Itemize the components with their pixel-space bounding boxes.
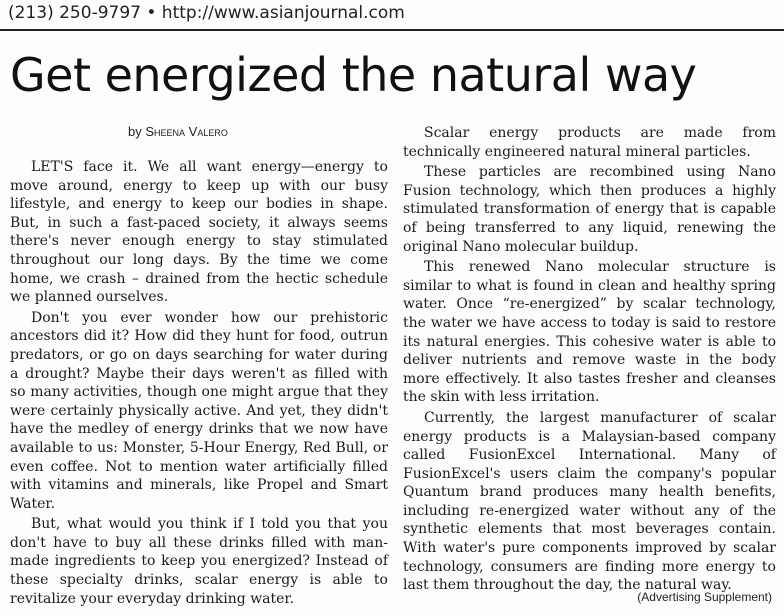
byline [128,124,228,139]
article-column-right [403,124,776,597]
paragraph: But, what would you think if I told you that you don't have to buy all these drinks filled with man-made ingredients to keep you energized? Instead of these specialty drinks, scalar energy is able to revitalize your everyday drinking water. [10,516,388,607]
author-name: Sheena Valero [145,124,228,139]
paragraph: These particles are recombined using Nano Fusion technology, which then produces a highly stimulated transformation of energy that is capable of being transferred to any liquid, renewing the original Nano molecular buildup. [403,164,776,255]
advertising-supplement-label: (Advertising Supplement) [637,590,772,604]
paragraph: Don't you ever wonder how our prehistoric ancestors did it? How did they hunt for food, outrun predators, or go on days searching for water during a drought? Maybe their days weren't as filled with so many activities, though one might argue that they were certainly physically active. And yet, they didn't have the medley of energy drinks that we now have available to us: Monster, 5-Hour Energy, Red Bull, or even coffee. Not to mention water artificially filled with vitamins and minerals, like Propel and Smart Water. [10,309,388,512]
byline-prefix: by [128,124,142,139]
paragraph: This renewed Nano molecular structure is similar to what is found in clean and healthy spring water. Once “re-energized” by scalar technology, the water we have access to today is said to restore its natural energies. This cohesive water is able to deliver nutrients and remove waste in the body more effectively. It also tastes fresher and cleanses the skin with less irritation. [403,259,776,406]
article-column-left [10,158,388,610]
header-divider [0,29,784,31]
paragraph: LET'S face it. We all want energy—energy to move around, energy to keep up with our busy lifestyle, and energy to keep our bodies in shape. But, in such a fast-paced society, it always seems there's never enough energy to stay stimulated throughout our long days. By the time we come home, we crash – drained from the hectic schedule we planned ourselves. [10,159,388,306]
paragraph: Currently, the largest manufacturer of scalar energy products is a Malaysian-based company called FusionExcel International. Many of FusionExcel's users claim the company's popular Quantum brand produces many health benefits, including re-energized water without any of the synthetic elements that most beverages contain. With water's pure components improved by scalar technology, consumers are finding more energy to last them throughout the day, the natural way. [403,409,776,594]
article-headline: Get energized the natural way [10,48,697,102]
page-header-contact: (213) 250-9797 • http://www.asianjournal.com [8,3,405,23]
paragraph: Scalar energy products are made from technically engineered natural mineral particles. [403,125,776,160]
